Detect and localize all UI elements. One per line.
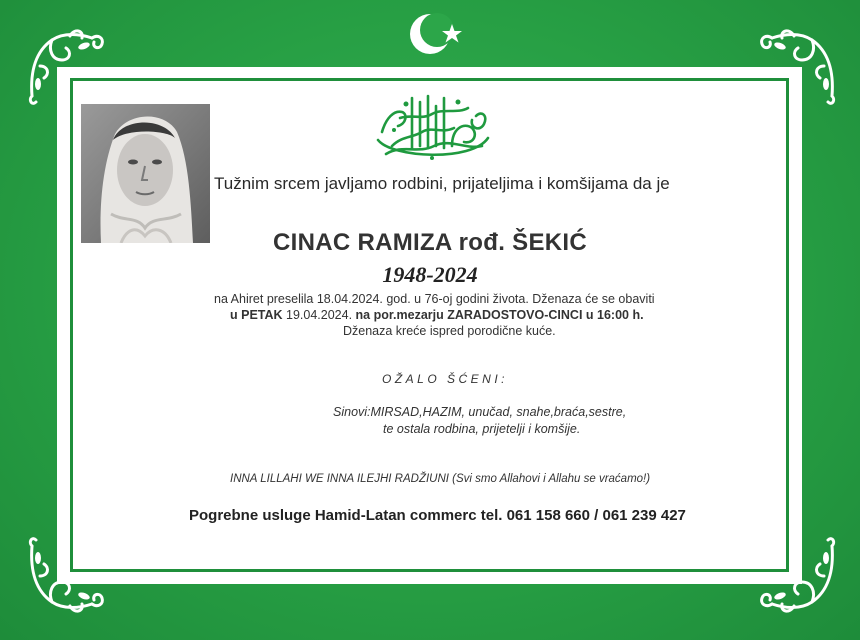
- procession-start-line: Dženaza kreće ispred porodične kuće.: [343, 324, 556, 338]
- mourners-sons-line: Sinovi:MIRSAD,HAZIM, unučad, snahe,braća,sestre,: [333, 405, 627, 419]
- intro-text: Tužnim srcem javljamo rodbini, prijateljima i komšijama da je: [214, 174, 670, 193]
- funeral-time-line: [230, 308, 644, 322]
- funeral-services-contact: Pogrebne usluge Hamid-Latan commerc tel. 061 158 660 / 061 239 427: [189, 507, 686, 524]
- funeral-day: u PETAK: [230, 308, 283, 322]
- mourners-heading: OŽALO ŠĆENI:: [382, 372, 509, 386]
- deceased-name-label: CINAC RAMIZA rođ. ŠEKIĆ: [272, 229, 587, 256]
- mourners-others-line: te ostala rodbina, prijetelji i komšije.: [383, 422, 581, 436]
- funeral-place-time: na por.mezarju ZARADOSTOVO-CINCI u 16:00 h.: [352, 308, 644, 322]
- crescent-star-icon: [404, 4, 468, 64]
- deceased-portrait-photo: [81, 104, 210, 243]
- life-years: 1948-2024: [382, 262, 478, 287]
- funeral-date: 19.04.2024.: [282, 308, 353, 322]
- death-details-line: na Ahiret preselila 18.04.2024. god. u 76-oj godini života. Dženaza će se obaviti: [214, 292, 655, 306]
- arabic-calligraphy-emblem: [372, 88, 494, 168]
- prayer-text: INNA LILLAHI WE INNA ILEJHI RADŽIUNI (Svi smo Allahovi i Allahu se vraćamo!): [230, 473, 651, 485]
- deceased-name: [0, 229, 860, 257]
